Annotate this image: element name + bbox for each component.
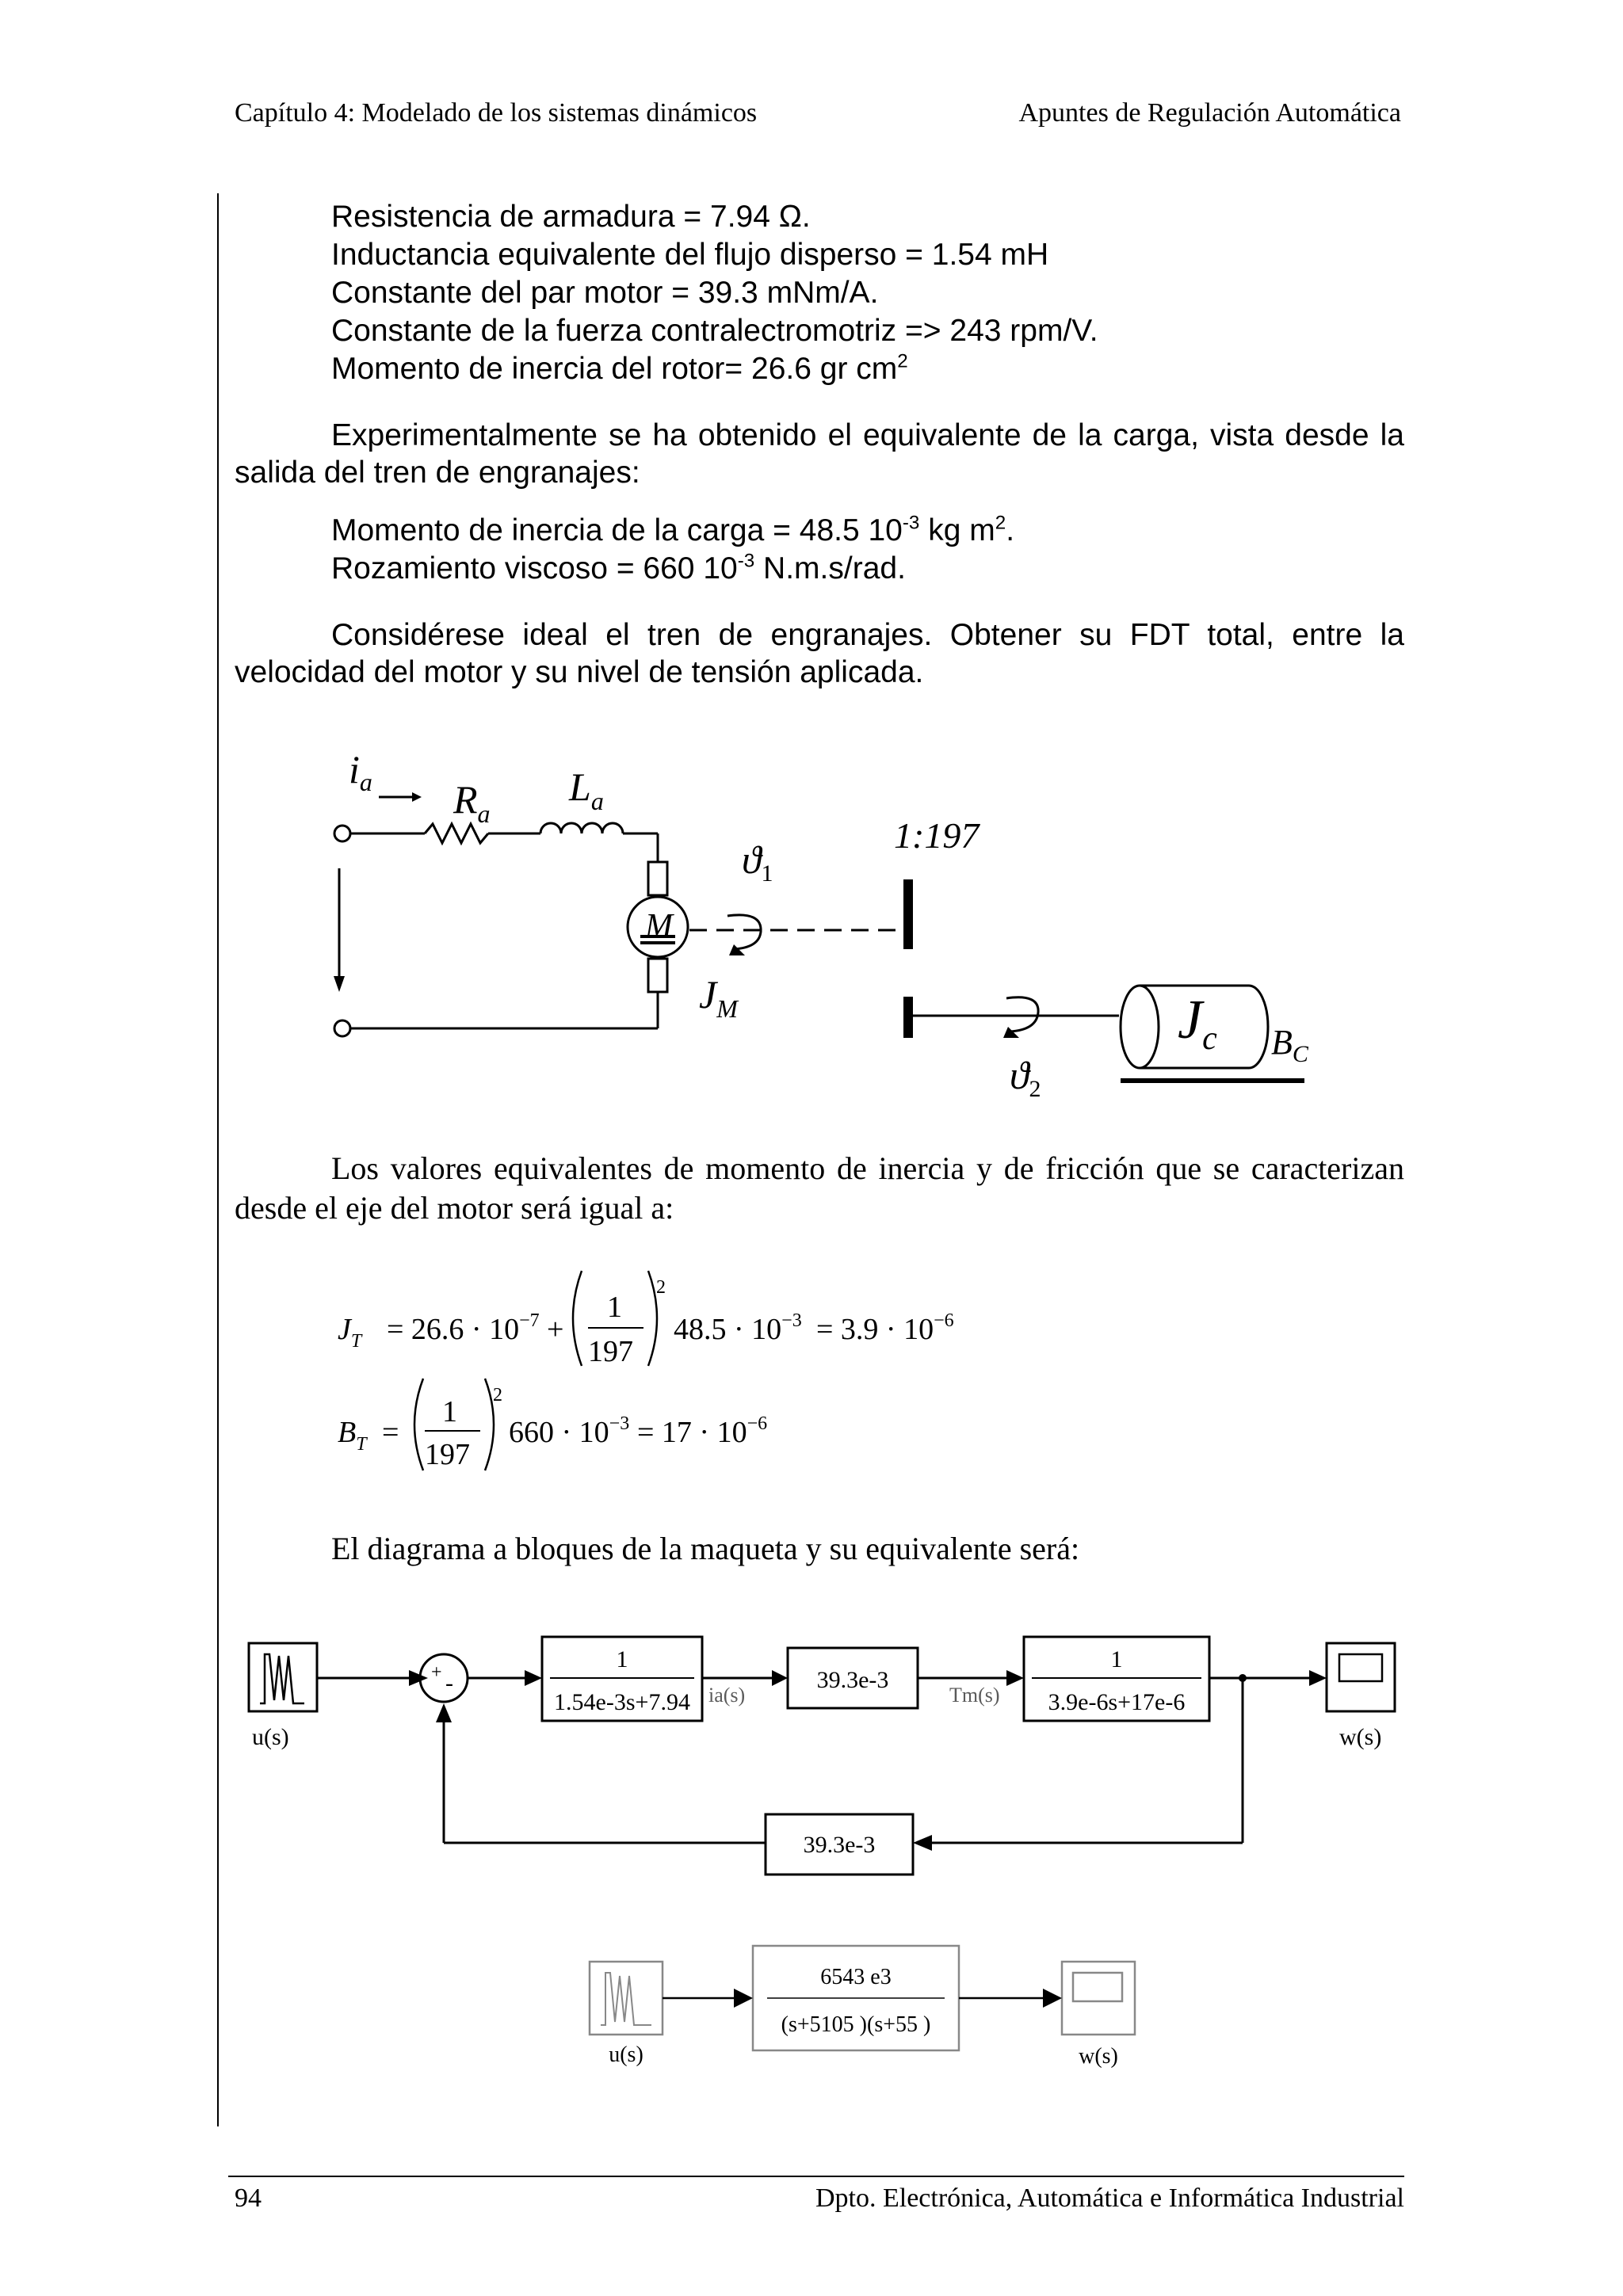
eq-jt-term2: $48.5 \cdot 10^{-3}$ xyxy=(674,1310,802,1346)
voltage-arrow-head xyxy=(334,976,345,992)
eq-bt-term: $660 \cdot 10^{-3}$ xyxy=(509,1413,630,1449)
sum-plus-sign: + xyxy=(431,1662,442,1683)
eq-bt-den: 197 xyxy=(425,1438,470,1471)
terminal-bottom xyxy=(334,1020,350,1036)
header-chapter: Capítulo 4: Modelado de los sistemas dinámicos xyxy=(235,98,758,128)
label-theta1: $ϑ_1$ xyxy=(742,837,773,887)
input-label: u(s) xyxy=(252,1724,289,1750)
label-jc: $J_c$ xyxy=(1178,990,1217,1057)
equiv-output-label: w(s) xyxy=(1079,2044,1118,2069)
equivalent-values-paragraph: Los valores equivalentes de momento de inercia y de fricción que se caracterizan desde el eje del motor será igual a: xyxy=(235,1150,1404,1226)
resistor-symbol xyxy=(425,824,488,843)
eq-bt-lhs: $B_T$ xyxy=(338,1416,367,1455)
gear-plate-bottom xyxy=(903,997,913,1038)
block-diagram-intro: El diagrama a bloques de la maqueta y su equivalente será: xyxy=(331,1531,1080,1566)
eq-jt-den: 197 xyxy=(588,1335,633,1368)
terminal-top xyxy=(334,826,350,841)
load-inertia: Momento de inercia de la carga = 48.5 $10^{-3}$ kg $m^2$. xyxy=(331,512,1015,547)
torque-constant-value: 39.3e-3 xyxy=(816,1667,889,1693)
sum-minus-sign: - xyxy=(445,1670,453,1696)
mechanical-tf-block xyxy=(1024,1637,1209,1721)
torque-constant-block xyxy=(788,1648,918,1708)
label-ra: $R_a$ xyxy=(453,777,491,828)
spec-emf-constant: Constante de la fuerza contralectromotriz => 243 rpm/V. xyxy=(331,314,1098,348)
eq-jt-term1: = $26.6 \cdot 10^{-7}$ xyxy=(387,1310,540,1346)
ia-signal-label: ia(s) xyxy=(708,1684,746,1707)
label-la: $L_a$ xyxy=(569,765,604,815)
label-jm: $J_M$ xyxy=(699,972,738,1023)
label-bc: $B_C$ xyxy=(1271,1023,1308,1067)
step-input-block xyxy=(249,1643,317,1711)
equiv-tf-den: (s+5105 )(s+55 ) xyxy=(781,2012,931,2037)
label-theta2: $ϑ_2$ xyxy=(1010,1053,1041,1102)
spec-torque-constant: Constante del par motor = 39.3 mNm/A. xyxy=(331,276,879,310)
margin-rule xyxy=(217,193,219,2126)
page-number: 94 xyxy=(235,2183,262,2213)
eq-jt-num: 1 xyxy=(607,1291,622,1324)
load-friction: Rozamiento viscoso = 660 $10^{-3}$ N.m.s/rad. xyxy=(331,550,906,585)
tm-signal-label: Tm(s) xyxy=(949,1684,1000,1707)
eq-jt-plus: + xyxy=(547,1313,564,1346)
header-book-title: Apuntes de Regulación Automática xyxy=(1018,98,1401,128)
footer-department: Dpto. Electrónica, Automática e Informática Industrial xyxy=(815,2183,1404,2213)
gear-plate-top xyxy=(903,879,913,949)
feedback-block xyxy=(766,1814,913,1875)
motor-symbol xyxy=(628,897,688,957)
eq-bt-eq: = xyxy=(382,1416,399,1449)
electrical-tf-den: 1.54e-3s+7.94 xyxy=(554,1689,690,1715)
footer-rule xyxy=(228,2176,1404,2177)
spec-rotor-inertia: Momento de inercia del rotor= 26.6 gr $cm^2$ xyxy=(331,350,908,386)
load-intro-paragraph: Experimentalmente se ha obtenido el equivalente de la carga, vista desde la salida del tren de engranajes: xyxy=(235,418,1404,490)
eq-jt-result: = $3.9 \cdot 10^{-6}$ xyxy=(816,1310,954,1346)
eq-jt-pow: 2 xyxy=(656,1277,666,1298)
eq-bt-num: 1 xyxy=(442,1395,457,1428)
mechanical-tf-den: 3.9e-6s+17e-6 xyxy=(1048,1689,1186,1715)
label-ia: $i_a$ xyxy=(349,747,372,796)
theta2-rotation-arrow xyxy=(1006,997,1038,1032)
equiv-input-label: u(s) xyxy=(609,2042,643,2067)
eq-bt-result: = $17 \cdot 10^{-6}$ xyxy=(637,1413,768,1449)
load-inertia-cylinder xyxy=(1140,986,1268,1068)
output-label: w(s) xyxy=(1339,1724,1382,1750)
label-gear-ratio: 1:197 xyxy=(894,815,980,856)
inductor-symbol xyxy=(540,823,623,833)
equiv-scope-output xyxy=(1062,1962,1135,2035)
electrical-tf-num: 1 xyxy=(616,1646,628,1672)
eq-bt-pow: 2 xyxy=(493,1385,502,1405)
scope-output-block xyxy=(1327,1643,1395,1711)
equiv-step-input xyxy=(590,1962,663,2035)
sum-junction xyxy=(420,1654,468,1702)
spec-resistance: Resistencia de armadura = 7.94 Ω. xyxy=(331,200,811,234)
theta1-rotation-arrow xyxy=(727,915,761,949)
equiv-tf-block xyxy=(753,1946,959,2050)
spec-inductance: Inductancia equivalente del flujo disperso = 1.54 mH xyxy=(331,238,1049,272)
mechanical-tf-num: 1 xyxy=(1110,1646,1123,1672)
electrical-tf-block xyxy=(542,1637,702,1721)
label-motor: M xyxy=(645,908,673,944)
equiv-tf-num: 6543 e3 xyxy=(820,1965,892,1989)
eq-jt-lhs: $J_T$ xyxy=(338,1313,362,1352)
feedback-value: 39.3e-3 xyxy=(803,1832,876,1858)
task-paragraph: Considérese ideal el tren de engranajes. Obtener su FDT total, entre la velocidad del motor y su nivel de tensión aplicada. xyxy=(235,618,1404,689)
